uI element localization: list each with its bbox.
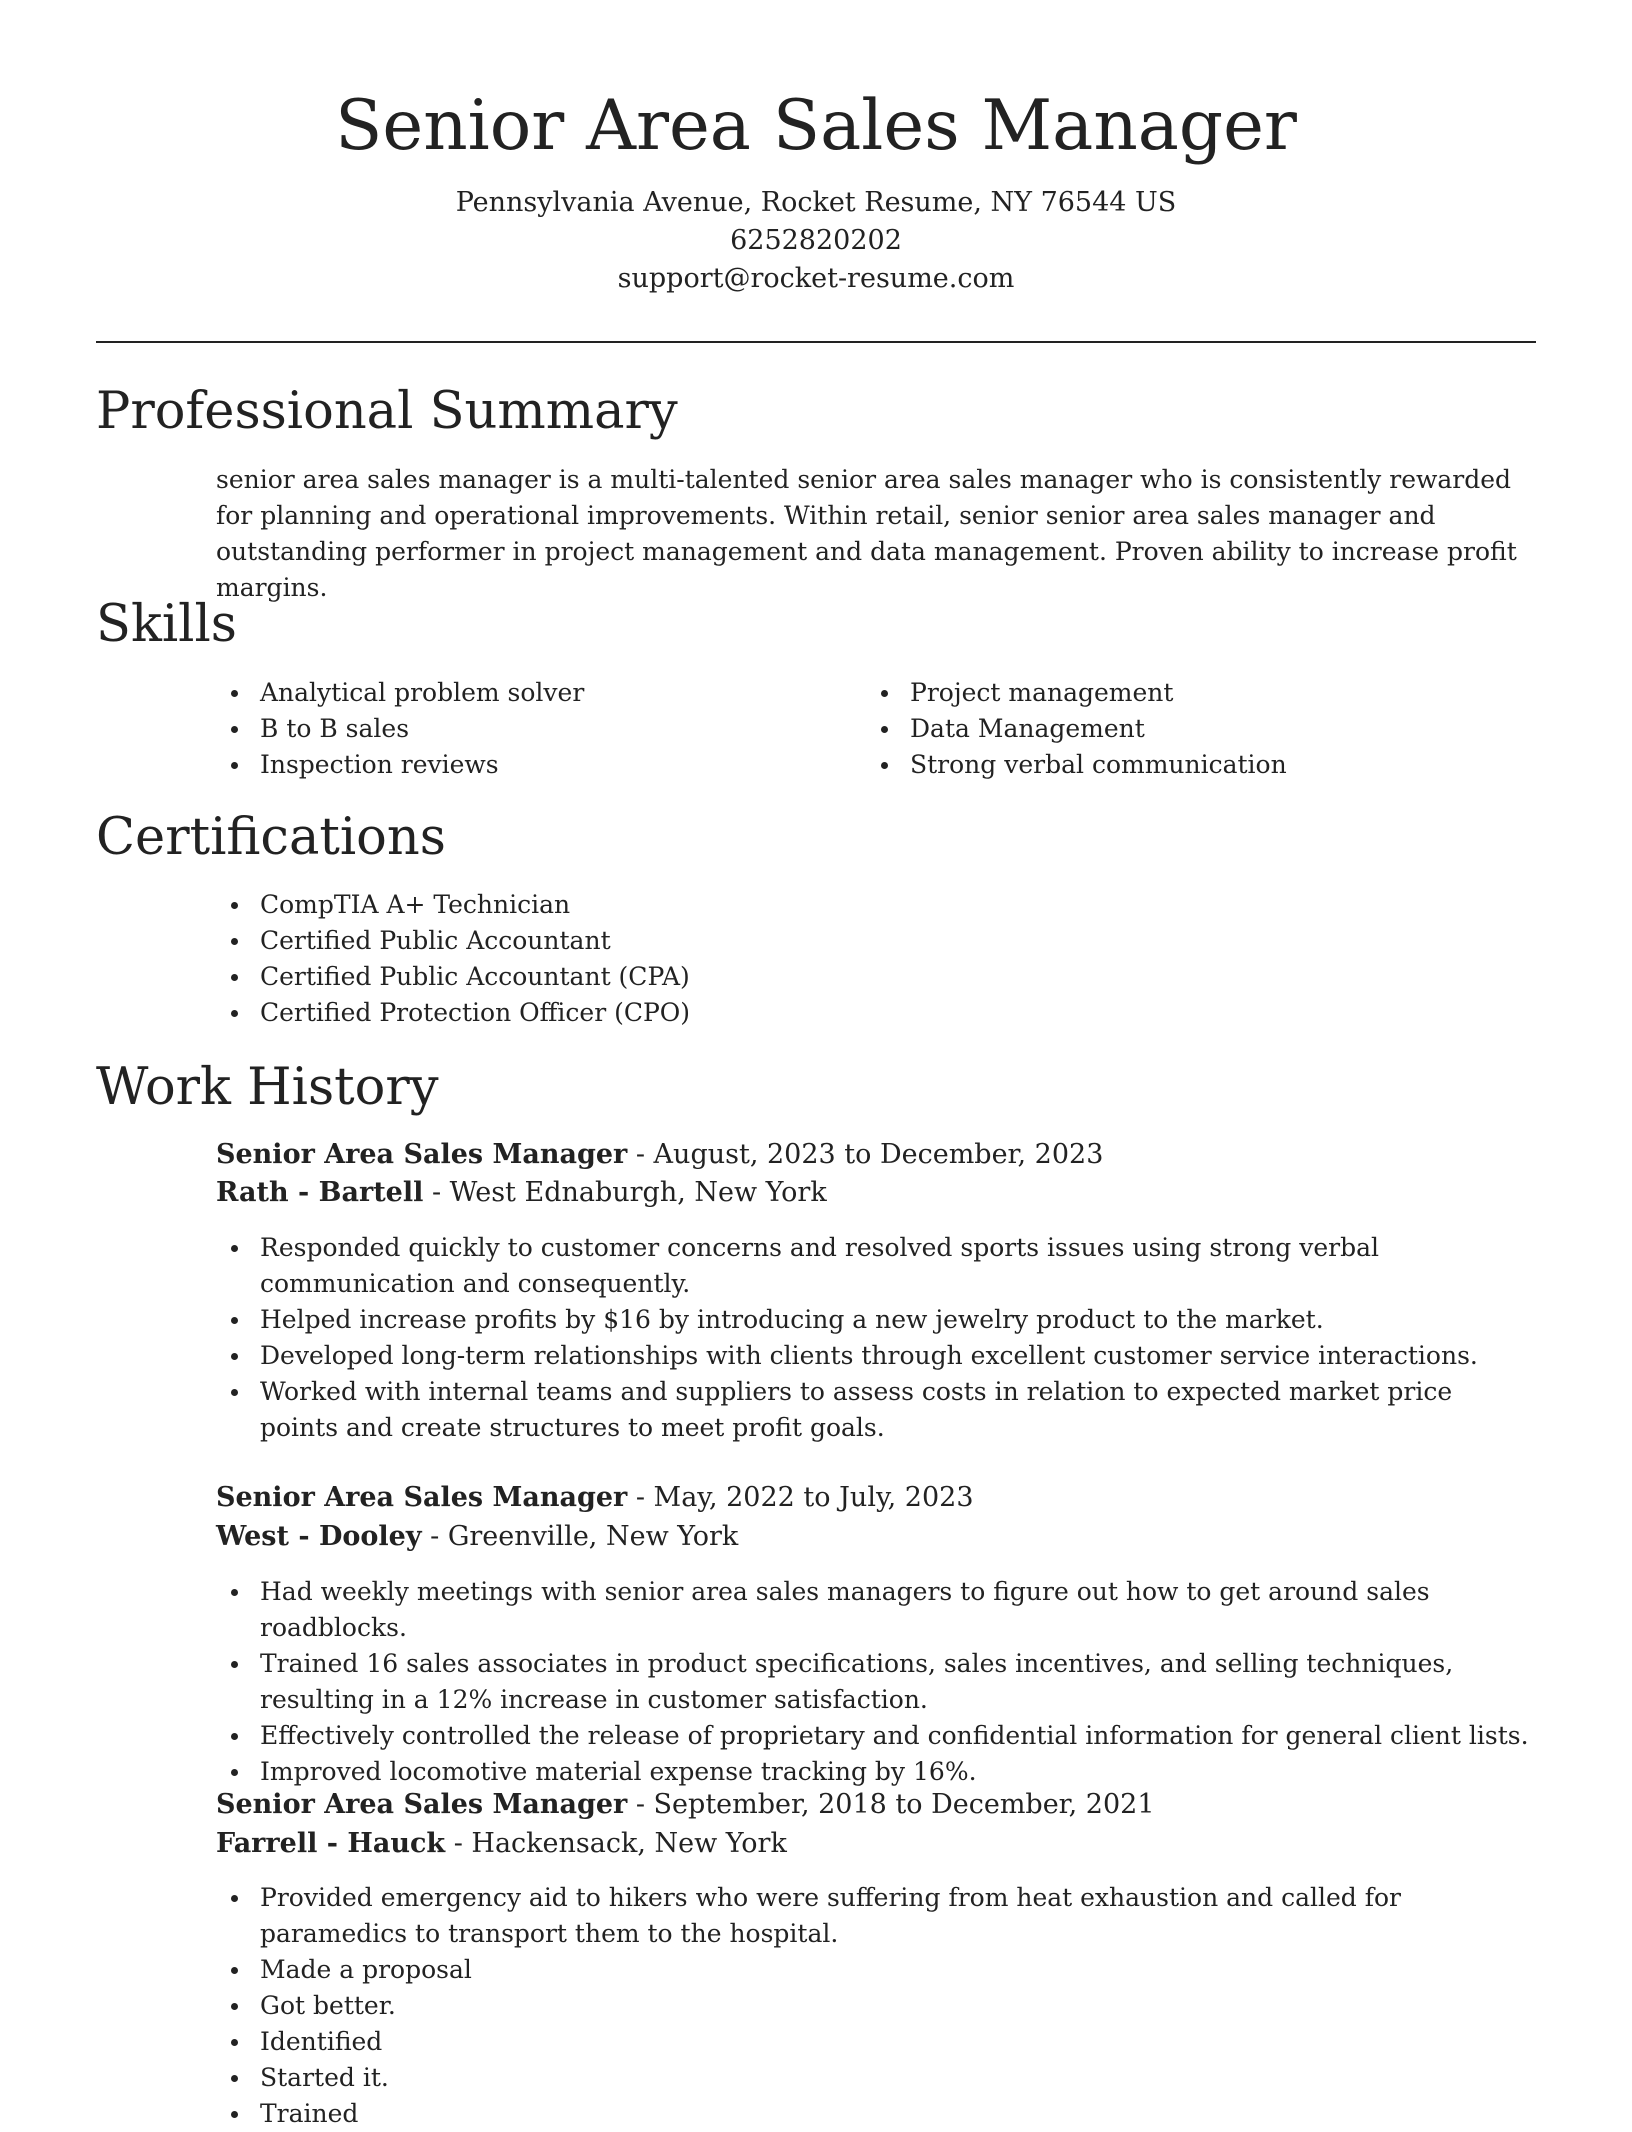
job-bullet: Improved locomotive material expense tracking by 16%. <box>216 1754 1536 1790</box>
job-company-line <box>216 1174 827 1212</box>
certification-item: Certified Protection Officer (CPO) <box>216 995 1516 1031</box>
job-bullet: Trained 16 sales associates in product specifications, sales incentives, and selling techniques, resulting in a 12% increase in customer satisfaction. <box>216 1646 1536 1718</box>
job-dates: - September, 2018 to December, 2021 <box>627 1789 1155 1820</box>
certification-item: Certified Public Accountant (CPA) <box>216 959 1516 995</box>
job-title: Senior Area Sales Manager <box>216 1482 628 1513</box>
job-company: West - Dooley <box>216 1521 422 1552</box>
certifications-heading: Certifications <box>96 808 446 867</box>
phone: 6252820202 <box>730 225 902 256</box>
skills-list-right <box>866 675 1506 783</box>
job-bullet: Responded quickly to customer concerns and resolved sports issues using strong verbal communication and consequently. <box>216 1230 1536 1302</box>
summary-text: senior area sales manager is a multi-talented senior area sales manager who is consistently rewarded for planning and operational improvements. Within retail, senior senior area sales manager and outstanding performer in project management and data management. Proven ability to increase profit margins. <box>216 465 1517 602</box>
candidate-title: Senior Area Sales Manager <box>335 86 1297 166</box>
job-title: Senior Area Sales Manager <box>216 1139 628 1170</box>
job-company: Rath - Bartell <box>216 1177 424 1208</box>
skill-item: Project management <box>866 675 1506 711</box>
job-bullet: Worked with internal teams and suppliers to assess costs in relation to expected market price points and create structures to meet profit goals. <box>216 1374 1536 1446</box>
header-divider <box>96 341 1536 343</box>
job-company: Farrell - Hauck <box>216 1828 446 1859</box>
job-bullet: Effectively controlled the release of proprietary and confidential information for general client lists. <box>216 1718 1536 1754</box>
job-bullets <box>216 1574 1536 1790</box>
job-location: - Hackensack, New York <box>445 1828 787 1859</box>
job-bullets <box>216 1230 1536 1446</box>
job-bullet: Developed long-term relationships with clients through excellent customer service interactions. <box>216 1338 1536 1374</box>
job-bullet: Identified <box>216 2024 1536 2060</box>
skills-heading: Skills <box>96 595 237 654</box>
job-bullet: Had weekly meetings with senior area sales managers to figure out how to get around sales roadblocks. <box>216 1574 1536 1646</box>
resume-header <box>0 78 1632 298</box>
job-bullet: Helped increase profits by $16 by introducing a new jewelry product to the market. <box>216 1302 1536 1338</box>
skill-item: Inspection reviews <box>216 747 816 783</box>
job-bullet: Provided emergency aid to hikers who were suffering from heat exhaustion and called for paramedics to transport them to the hospital. <box>216 1880 1536 1952</box>
job-title-line <box>216 1136 1103 1174</box>
job-title: Senior Area Sales Manager <box>216 1789 628 1820</box>
work-history-heading: Work History <box>96 1058 439 1117</box>
summary-heading: Professional Summary <box>96 382 678 441</box>
job-bullet: Trained <box>216 2096 1536 2132</box>
job-dates: - August, 2023 to December, 2023 <box>627 1139 1104 1170</box>
certification-item: Certified Public Accountant <box>216 923 1516 959</box>
skill-item: Data Management <box>866 711 1506 747</box>
certification-item: CompTIA A+ Technician <box>216 887 1516 923</box>
contact-block <box>0 184 1632 298</box>
job-company-line <box>216 1825 787 1863</box>
job-location: - Greenville, New York <box>421 1521 739 1552</box>
job-title-line <box>216 1479 974 1517</box>
job-dates: - May, 2022 to July, 2023 <box>627 1482 974 1513</box>
job-bullet: Started it. <box>216 2060 1536 2096</box>
skill-item: B to B sales <box>216 711 816 747</box>
job-location: - West Ednaburgh, New York <box>423 1177 827 1208</box>
address: Pennsylvania Avenue, Rocket Resume, NY 76544 US <box>455 187 1177 218</box>
skills-list-left <box>216 675 816 783</box>
job-bullet: Got better. <box>216 1988 1536 2024</box>
skill-item: Analytical problem solver <box>216 675 816 711</box>
job-bullet: Made a proposal <box>216 1952 1536 1988</box>
skill-item: Strong verbal communication <box>866 747 1506 783</box>
certifications-list <box>216 887 1516 1031</box>
job-company-line <box>216 1518 738 1556</box>
email: support@rocket-resume.com <box>617 263 1015 294</box>
job-title-line <box>216 1786 1155 1824</box>
job-bullets <box>216 1880 1536 2132</box>
